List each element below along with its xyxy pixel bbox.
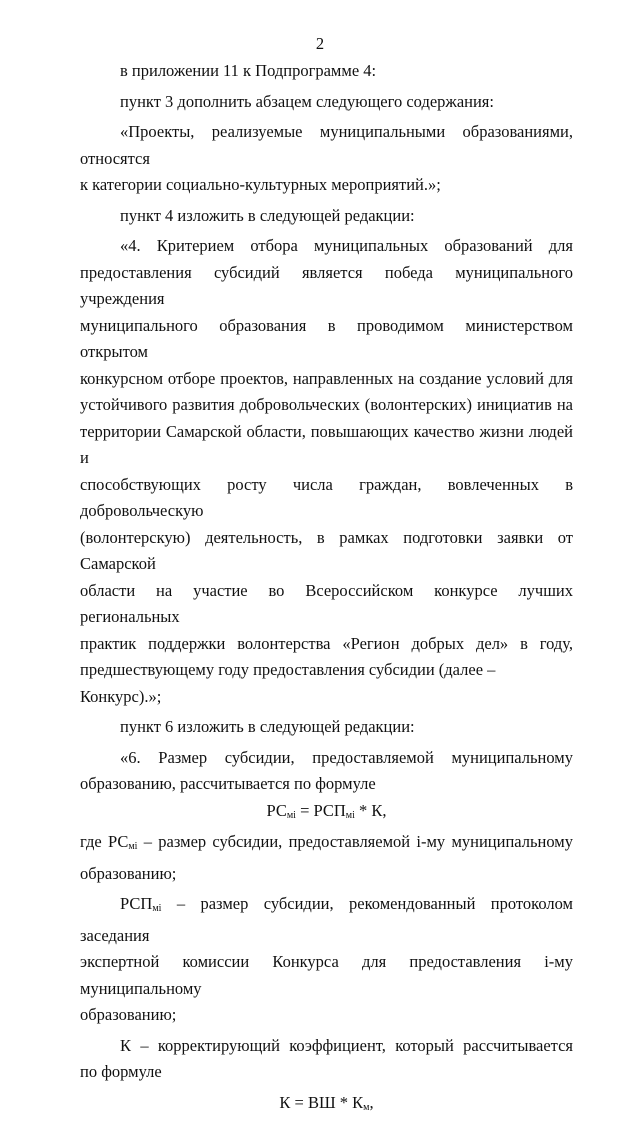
text-line: «Проекты, реализуемые муниципальными образованиями, относятся <box>80 119 573 172</box>
text-line: пункт 3 дополнить абзацем следующего содержания: <box>80 89 573 116</box>
text-line: $РСП_{мi}$ – размер субсидии, рекомендованный протоколом заседания <box>80 891 573 949</box>
text-line: «4. Критерием отбора муниципальных образований для <box>80 233 573 260</box>
text-line: территории Самарской области, повышающих качество жизни людей и <box>80 419 573 472</box>
text-line: муниципального образования в проводимом министерством открытом <box>80 313 573 366</box>
text-line: к категории социально-культурных мероприятий.»; <box>80 172 573 199</box>
text-line: пункт 6 изложить в следующей редакции: <box>80 714 573 741</box>
text-line: предоставления субсидий является победа муниципального учреждения <box>80 260 573 313</box>
text-line: пункт 4 изложить в следующей редакции: <box>80 203 573 230</box>
text-line: К – корректирующий коэффициент, который рассчитывается <box>80 1033 573 1060</box>
text-line: (волонтерскую) деятельность, в рамках подготовки заявки от Самарской <box>80 525 573 578</box>
text-line: образованию; <box>80 1002 573 1029</box>
text-line: образованию; <box>80 861 573 888</box>
text-line: устойчивого развития добровольческих (волонтерских) инициатив на <box>80 392 573 419</box>
text-line: области на участие во Всероссийском конкурсе лучших региональных <box>80 578 573 631</box>
text-line: экспертной комиссии Конкурса для предоставления i-му муниципальному <box>80 949 573 1002</box>
formula-rs: $РС_{мi} = РСП_{мi} * К$, <box>80 798 573 830</box>
formula-k: К = ВШ * $К_м$, <box>80 1090 573 1121</box>
text-line: предшествующему году предоставления субсидии (далее – Конкурс).»; <box>80 657 573 710</box>
page-number: 2 <box>0 34 640 54</box>
text-line: способствующих росту числа граждан, вовлеченных в добровольческую <box>80 472 573 525</box>
text-line: практик поддержки волонтерства «Регион добрых дел» в году, <box>80 631 573 658</box>
text-line: «6. Размер субсидии, предоставляемой муниципальному <box>80 745 573 772</box>
document-body <box>80 58 573 1121</box>
text-line: образованию, рассчитывается по формуле <box>80 771 573 798</box>
text-line: конкурсном отборе проектов, направленных на создание условий для <box>80 366 573 393</box>
text-line: в приложении 11 к Подпрограмме 4: <box>80 58 573 85</box>
text-line: по формуле <box>80 1059 573 1086</box>
text-line: где $РС_{мi}$ – размер субсидии, предоставляемой i-му муниципальному <box>80 829 573 861</box>
